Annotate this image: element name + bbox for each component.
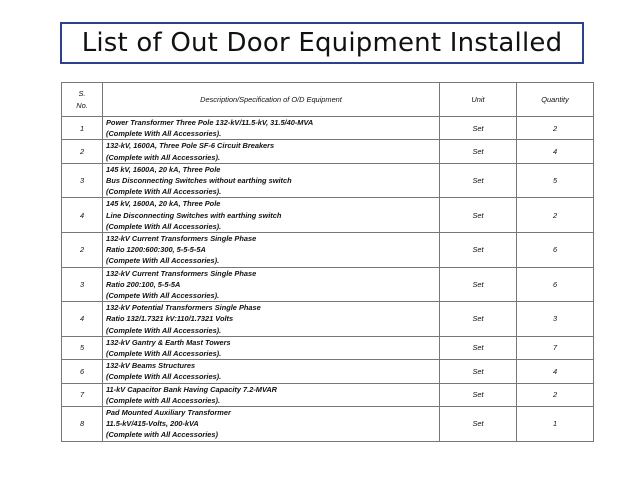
cell-sno: 1 <box>62 117 103 140</box>
description-line: (Complete With All Accessories). <box>106 129 222 139</box>
description-line: 132-kV Current Transformers Single Phase <box>106 268 257 278</box>
table-row <box>62 117 594 140</box>
description-line: (Complete with All Accessories). <box>106 152 221 162</box>
cell-sno: 7 <box>62 383 103 406</box>
equipment-table <box>61 82 594 442</box>
description-line: 132-kV Potential Transformers Single Phase <box>106 303 261 313</box>
cell-unit: Set <box>440 302 517 337</box>
cell-unit: Set <box>440 360 517 383</box>
description-line: (Complete With All Accessories). <box>106 349 222 359</box>
description-line: Ratio 1200:600:300, 5-5-5-5A <box>106 245 206 255</box>
table-header-row <box>62 83 594 117</box>
cell-unit: Set <box>440 383 517 406</box>
table-row <box>62 233 594 268</box>
description-line: 132-kV Beams Structures <box>106 361 196 371</box>
table-row <box>62 302 594 337</box>
cell-unit: Set <box>440 407 517 442</box>
description-line: Line Disconnecting Switches with earthing switch <box>106 210 282 220</box>
description-line: Bus Disconnecting Switches without earthing switch <box>106 176 292 186</box>
description-line: (Complete with All Accessories) <box>106 430 218 440</box>
table-row <box>62 383 594 406</box>
cell-quantity: 3 <box>517 302 594 337</box>
cell-unit: Set <box>440 233 517 268</box>
cell-quantity: 6 <box>517 267 594 302</box>
cell-quantity: 7 <box>517 336 594 359</box>
table-row <box>62 267 594 302</box>
description-line: Ratio 200:100, 5-5-5A <box>106 279 181 289</box>
cell-description <box>103 336 440 359</box>
cell-description <box>103 302 440 337</box>
description-line: 132-kV, 1600A, Three Pole SF-6 Circuit Breakers <box>106 141 275 151</box>
header-description: Description/Specification of O/D Equipment <box>103 83 440 117</box>
cell-quantity: 4 <box>517 140 594 163</box>
title-box <box>60 22 584 64</box>
description-line: (Compete With All Accessories). <box>106 291 220 301</box>
cell-sno: 3 <box>62 267 103 302</box>
cell-unit: Set <box>440 198 517 233</box>
description-line: (Complete With All Accessories). <box>106 372 222 382</box>
cell-sno: 4 <box>62 302 103 337</box>
cell-description <box>103 360 440 383</box>
cell-quantity: 2 <box>517 198 594 233</box>
description-line: (Complete With All Accessories). <box>106 325 222 335</box>
description-line: Ratio 132/1.7321 kV:110/1.7321 Volts <box>106 314 234 324</box>
cell-quantity: 1 <box>517 407 594 442</box>
table-row <box>62 198 594 233</box>
description-line: Pad Mounted Auxiliary Transformer <box>106 408 231 418</box>
cell-sno: 3 <box>62 163 103 198</box>
description-line: (Complete with All Accessories). <box>106 395 221 405</box>
cell-sno: 4 <box>62 198 103 233</box>
header-sno: S. No. <box>62 83 103 117</box>
description-line: 145 kV, 1600A, 20 kA, Three Pole <box>106 199 221 209</box>
description-line: 132-kV Gantry & Earth Mast Towers <box>106 337 231 347</box>
description-line: 11.5-kV/415-Volts, 200-kVA <box>106 419 199 429</box>
cell-quantity: 5 <box>517 163 594 198</box>
cell-sno: 6 <box>62 360 103 383</box>
cell-sno: 8 <box>62 407 103 442</box>
cell-quantity: 6 <box>517 233 594 268</box>
cell-unit: Set <box>440 267 517 302</box>
cell-quantity: 4 <box>517 360 594 383</box>
cell-description <box>103 140 440 163</box>
cell-description <box>103 267 440 302</box>
cell-description <box>103 233 440 268</box>
table-row <box>62 407 594 442</box>
description-line: (Complete With All Accessories). <box>106 187 222 197</box>
cell-unit: Set <box>440 140 517 163</box>
cell-unit: Set <box>440 117 517 140</box>
cell-description <box>103 117 440 140</box>
cell-sno: 2 <box>62 140 103 163</box>
cell-quantity: 2 <box>517 383 594 406</box>
table-row <box>62 140 594 163</box>
cell-unit: Set <box>440 336 517 359</box>
page-title: List of Out Door Equipment Installed <box>81 28 563 58</box>
description-line: 132-kV Current Transformers Single Phase <box>106 234 257 244</box>
table-row <box>62 163 594 198</box>
table-row <box>62 360 594 383</box>
cell-quantity: 2 <box>517 117 594 140</box>
description-line: (Compete With All Accessories). <box>106 256 220 266</box>
description-line: 145 kV, 1600A, 20 kA, Three Pole <box>106 164 221 174</box>
cell-sno: 5 <box>62 336 103 359</box>
description-line: Power Transformer Three Pole 132-kV/11.5-kV, 31.5/40-MVA <box>106 118 314 127</box>
cell-description <box>103 383 440 406</box>
cell-sno: 2 <box>62 233 103 268</box>
cell-unit: Set <box>440 163 517 198</box>
cell-description <box>103 407 440 442</box>
description-line: 11-kV Capacitor Bank Having Capacity 7.2-MVAR <box>106 384 277 394</box>
cell-description <box>103 198 440 233</box>
header-quantity: Quantity <box>517 83 594 117</box>
header-unit: Unit <box>440 83 517 117</box>
description-line: (Complete With All Accessories). <box>106 221 222 231</box>
table-row <box>62 336 594 359</box>
cell-description <box>103 163 440 198</box>
